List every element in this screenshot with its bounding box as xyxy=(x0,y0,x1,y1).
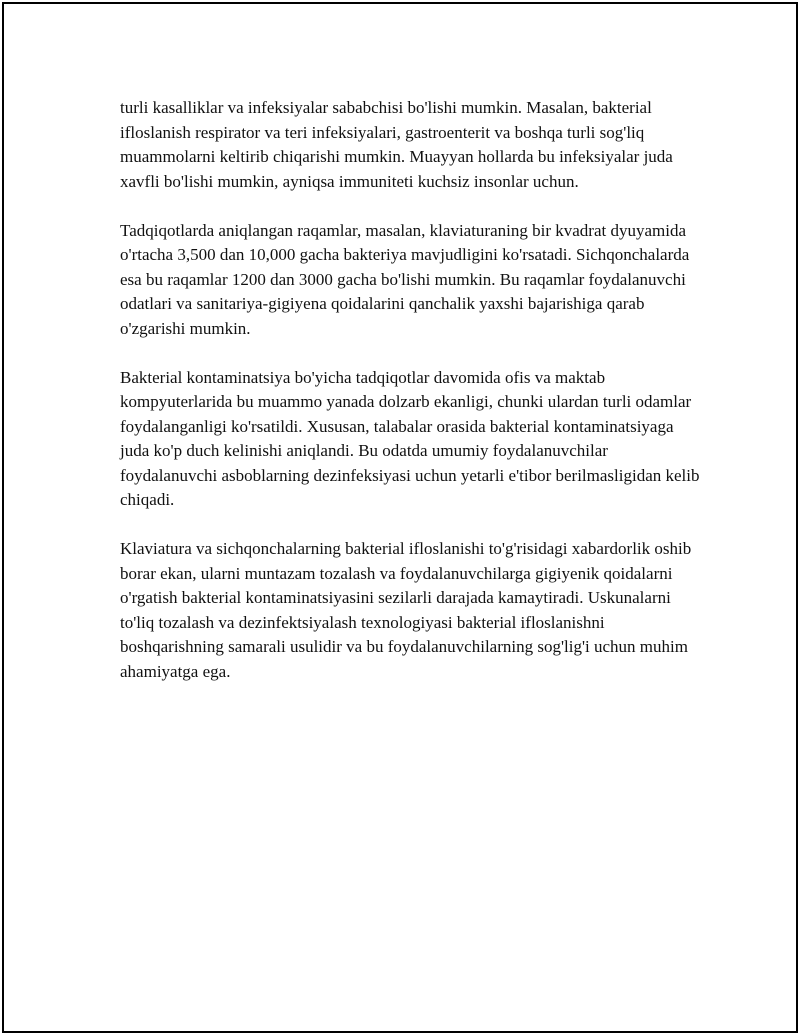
paragraph-3: Bakterial kontaminatsiya bo'yicha tadqiqotlar davomida ofis va maktab kompyuterlarida bu muammo yanada dolzarb ekanligi, chunki ulardan turli odamlar foydalanganligi ko'rsatildi. Xususan, talabalar orasida bakterial kontaminatsiyaga juda ko'p duch kelinishi aniqlandi. Bu odatda umumiy foydalanuvchilar foydalanuvchi asboblarning dezinfeksiyasi uchun yetarli e'tibor berilmasligidan kelib chiqadi. xyxy=(120,367,700,509)
paragraph-1: turli kasalliklar va infeksiyalar sababchisi bo'lishi mumkin. Masalan, bakterial ifloslanish respirator va teri infeksiyalari, gastroenterit va boshqa turli sog'liq muammolarni keltirib chiqarishi mumkin. Muayyan hollarda bu infeksiyalar juda xavfli bo'lishi mumkin, ayniqsa immuniteti kuchsiz insonlar uchun. xyxy=(120,98,673,191)
paragraph-4: Klaviatura va sichqonchalarning bakterial ifloslanishi to'g'risidagi xabardorlik oshib borar ekan, ularni muntazam tozalash va foydalanuvchilarga gigiyenik qoidalarni o'rgatish bakterial kontaminatsiyasini sezilarli darajada kamaytiradi. Uskunalarni to'liq tozalash va dezinfektsiyalash texnologiyasi bakterial ifloslanishni boshqarishning samarali usulidir va bu foydalanuvchilarning sog'lig'i uchun muhim ahamiyatga ega. xyxy=(120,539,692,681)
paragraph-2: Tadqiqotlarda aniqlangan raqamlar, masalan, klaviaturaning bir kvadrat dyuyamida o'rtacha 3,500 dan 10,000 gacha bakteriya mavjudligini ko'rsatadi. Sichqonchalarda esa bu raqamlar 1200 dan 3000 gacha bo'lishi mumkin. Bu raqamlar foydalanuvchi odatlari va sanitariya-gigiyena qoidalarini qanchalik yaxshi bajarishiga qarab o'zgarishi mumkin. xyxy=(120,220,690,338)
document-body xyxy=(120,96,700,709)
page-frame xyxy=(2,2,798,1033)
